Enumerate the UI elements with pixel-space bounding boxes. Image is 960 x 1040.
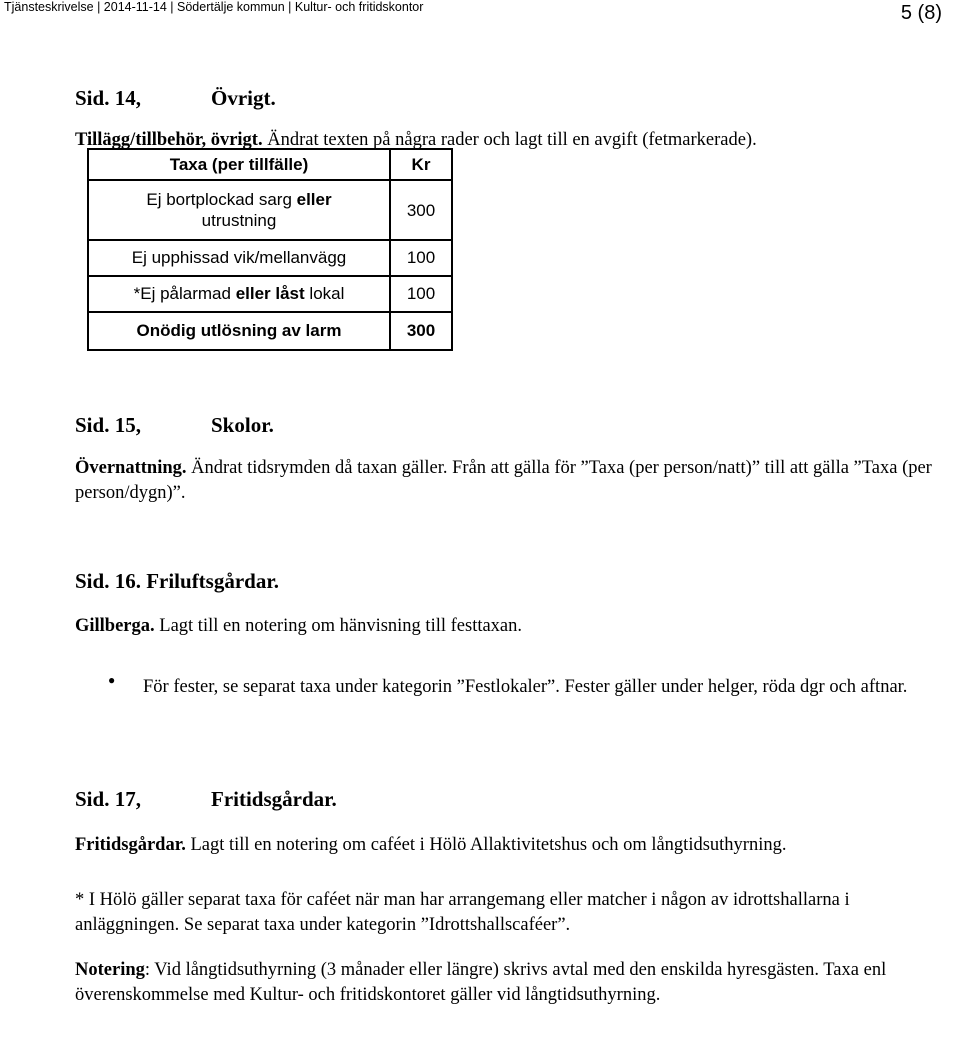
paragraph-text: : Vid långtidsuthyrning (3 månader eller längre) skrivs avtal med den enskilda hyresgästen. Taxa enl överenskommelse med Kultur- och fritidskontoret gäller vid långtidsuthyrning. (75, 960, 887, 1005)
table-row (88, 312, 452, 350)
page-number: 5 (8) (900, 2, 942, 24)
fee-amount: 100 (390, 276, 452, 312)
paragraph-text: Lagt till en notering om caféet i Hölö Allaktivitetshus och om långtidsuthyrning. (185, 835, 787, 855)
paragraph-overnattning (75, 456, 955, 505)
column-header-kr: Kr (390, 149, 452, 180)
section-number: Sid. 14, (75, 86, 141, 110)
fee-description: Ej bortplockad sarg eller utrustning (88, 180, 390, 240)
table-header-row (88, 149, 452, 180)
paragraph-notering (75, 958, 955, 1007)
paragraph-gillberga (75, 614, 955, 639)
section-title: Övrigt. (211, 86, 276, 110)
paragraph-text: Ändrat tidsrymden då taxan gäller. Från att gälla för ”Taxa (per person/natt)” till att gälla ”Taxa (per person/dygn)”. (75, 458, 932, 503)
paragraph-label: Tillägg/tillbehör, övrigt. (75, 130, 263, 150)
document-header: Tjänsteskrivelse | 2014-11-14 | Södertälje kommun | Kultur- och fritidskontor (4, 0, 424, 14)
section-title: Fritidsgårdar. (211, 787, 337, 811)
paragraph-label: Fritidsgårdar. (75, 835, 186, 855)
paragraph-text: Lagt till en notering om hänvisning till festtaxan. (154, 616, 523, 636)
fee-description: *Ej pålarmad eller låst lokal (88, 276, 390, 312)
fee-amount: 100 (390, 240, 452, 276)
bullet-icon: ● (108, 673, 116, 687)
paragraph-holo-note: * I Hölö gäller separat taxa för caféet när man har arrangemang eller matcher i någon av idrottshallarna i anläggningen. Se separat taxa under kategorin ”Idrottshallscaféer”. (75, 890, 850, 935)
table-row (88, 180, 452, 240)
section-heading-sid16: Sid. 16. Friluftsgårdar. (75, 569, 279, 593)
paragraph-label: Notering (75, 960, 145, 980)
fee-table (87, 148, 453, 351)
fee-description: Onödig utlösning av larm (88, 312, 390, 350)
section-number: Sid. 17, (75, 787, 141, 811)
table-row (88, 276, 452, 312)
paragraph-text: Ändrat texten på några rader och lagt till en avgift (fetmarkerade). (262, 130, 757, 150)
paragraph-label: Gillberga. (75, 616, 155, 636)
fee-amount: 300 (390, 312, 452, 350)
bullet-text: För fester, se separat taxa under kategorin ”Festlokaler”. Fester gäller under helger, röda dgr och aftnar. (143, 677, 908, 697)
column-header-taxa: Taxa (per tillfälle) (88, 149, 390, 180)
paragraph-fritidsgardar (75, 833, 955, 858)
fee-amount: 300 (390, 180, 452, 240)
fee-description: Ej upphissad vik/mellanvägg (88, 240, 390, 276)
paragraph-label: Övernattning. (75, 458, 187, 478)
section-number: Sid. 15, (75, 413, 141, 437)
table-row (88, 240, 452, 276)
section-title: Skolor. (211, 413, 274, 437)
